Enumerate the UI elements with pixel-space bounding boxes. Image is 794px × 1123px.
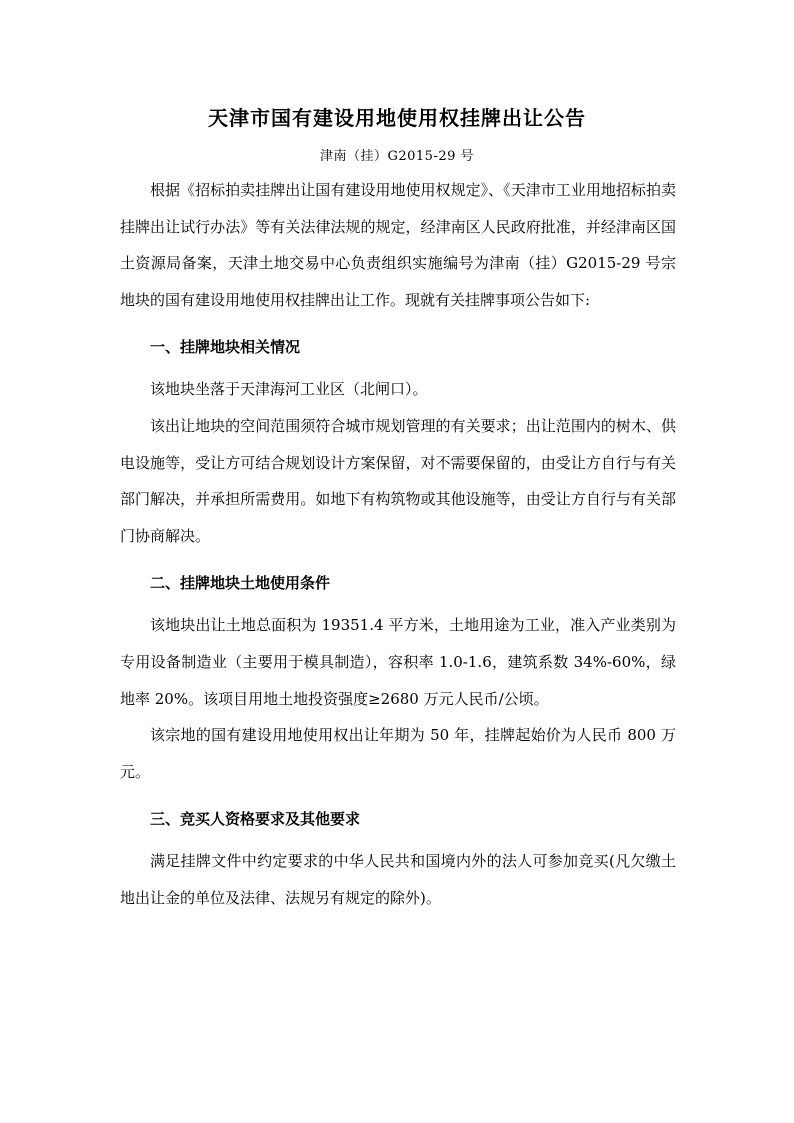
section-1-paragraph-2: 该出让地块的空间范围须符合城市规划管理的有关要求；出让范围内的树木、供电设施等，受让方可结合规划设计方案保留，对不需要保留的，由受让方自行与有关部门解决，并承担所需费用。如地下有构筑物或其他设施等，由受让方自行与有关部门协商解决。 [120,416,676,545]
section-heading-1: 一、挂牌地块相关情况 [150,338,301,357]
section-heading-3: 三、竞买人资格要求及其他要求 [150,810,361,829]
intro-paragraph: 根据《招标拍卖挂牌出让国有建设用地使用权规定》、《天津市工业用地招标拍卖挂牌出让试行办法》等有关法律法规的规定，经津南区人民政府批准，并经津南区国土资源局备案，天津土地交易中心负责组织实施编号为津南（挂）G2015-29 号宗地块的国有建设用地使用权挂牌出让工作。现就有关挂牌事项公告如下: [120,181,676,309]
section-2-paragraph-1: 该地块出让土地总面积为 19351.4 平方米，土地用途为工业，准入产业类别为专用设备制造业（主要用于模具制造），容积率 1.0-1.6，建筑系数 34%-60%，绿地率 20%。该项目用地土地投资强度≥2680 万元人民币/公顷。 [120,616,676,708]
document-body [120,172,676,917]
page-title: 天津市国有建设用地使用权挂牌出让公告 [208,106,586,130]
section-2-paragraph-2: 该宗地的国有建设用地使用权出让年期为 50 年，挂牌起始价为人民币 800 万元。 [120,726,676,781]
section-heading-2: 二、挂牌地块土地使用条件 [150,574,331,593]
document-number: 津南（挂）G2015-29 号 [319,149,475,164]
section-1-paragraph-1: 该地块坐落于天津海河工业区（北闸口）。 [150,380,428,399]
section-3-paragraph-1: 满足挂牌文件中约定要求的中华人民共和国境内外的法人可参加竞买(凡欠缴土地出让金的单位及法律、法规另有规定的除外)。 [120,852,676,907]
